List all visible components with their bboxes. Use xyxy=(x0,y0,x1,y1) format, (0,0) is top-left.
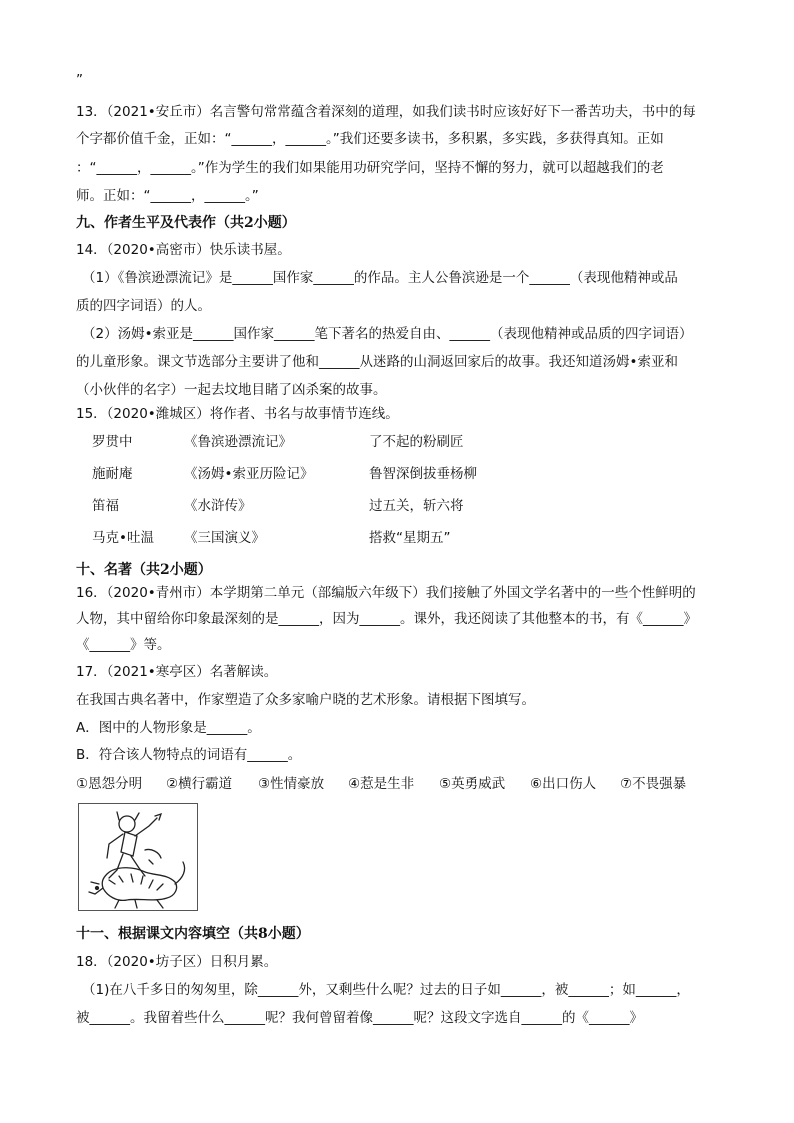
q18-line1: （1)在八千多日的匆匆里，除______外，又剩些什么呢？过去的日子如______，被______；如______， xyxy=(82,982,690,998)
q13-line4: 师。正如：“______，______。” xyxy=(76,188,259,204)
q14-title: 14．（2020•高密市）快乐读书屋。 xyxy=(76,242,291,258)
book-title: 《三国演义》 xyxy=(184,530,265,546)
option-item: ⑤英勇威武 xyxy=(439,776,506,792)
tiger-fight-drawing xyxy=(79,804,197,910)
q17-part-b: B．符合该人物特点的词语有______。 xyxy=(76,747,302,763)
q13-line2: 个字都价值千金，正如：“______，______。”我们还要多读书，多积累，多实践，多获得真知。正如 xyxy=(76,131,664,147)
q13-line1: 13．（2021•安丘市）名言警句常常蕴含着深刻的道理，如我们读书时应该好好下一番苦功夫，书中的每 xyxy=(76,104,696,120)
q14-line2: 质的四字词语）的人。 xyxy=(76,298,211,314)
option-item: ②横行霸道 xyxy=(166,776,233,792)
q16-line3: 《______》等。 xyxy=(76,637,171,653)
q16-line1: 16．（2020•青州市）本学期第二单元（部编版六年级下）我们接触了外国文学名著中的一些个性鲜明的 xyxy=(76,585,696,601)
q13-line3: ：“______，______。”作为学生的我们如果能用功研究学问，坚持不懈的努力，就可以超越我们的老 xyxy=(76,160,664,176)
option-item: ⑦不畏强暴 xyxy=(620,776,687,792)
option-item: ③性情豪放 xyxy=(258,776,325,792)
section-10-heading: 十、名著（共2小题） xyxy=(76,562,212,578)
q17-part-a: A．图中的人物形象是______。 xyxy=(76,720,261,736)
q14-line3: （2）汤姆•索亚是______国作家______笔下著名的热爱自由、______（表现他精神或品质的四字词语） xyxy=(82,326,693,342)
plot-text: 搭救“星期五” xyxy=(369,530,451,546)
top-quote: ” xyxy=(76,72,83,88)
q14-line4: 的儿童形象。课文节选部分主要讲了他和______从迷路的山洞返回家后的故事。我还知道汤姆•索亚和 xyxy=(76,354,678,370)
q18-title: 18．（2020•坊子区）日积月累。 xyxy=(76,954,278,970)
option-item: ⑥出口伤人 xyxy=(530,776,597,792)
book-title: 《鲁滨逊漂流记》 xyxy=(184,434,292,450)
q14-line5: （小伙伴的名字）一起去坟地目睹了凶杀案的故事。 xyxy=(76,382,387,398)
author-name: 马克•吐温 xyxy=(92,530,154,546)
author-name: 施耐庵 xyxy=(92,466,133,482)
option-item: ①恩怨分明 xyxy=(76,776,143,792)
plot-text: 鲁智深倒拔垂杨柳 xyxy=(369,466,477,482)
plot-text: 过五关，斩六将 xyxy=(369,498,464,514)
option-item: ④惹是生非 xyxy=(348,776,415,792)
author-name: 笛福 xyxy=(92,498,119,514)
wu-song-tiger-illustration xyxy=(78,803,198,911)
plot-text: 了不起的粉刷匠 xyxy=(369,434,464,450)
book-title: 《汤姆•索亚历险记》 xyxy=(184,466,314,482)
section-9-heading: 九、作者生平及代表作（共2小题） xyxy=(76,215,296,231)
author-name: 罗贯中 xyxy=(92,434,133,450)
q14-line1: （1）《鲁滨逊漂流记》是______国作家______的作品。主人公鲁滨逊是一个______（表现他精神或品 xyxy=(82,270,678,286)
q17-title: 17．（2021•寒亭区）名著解读。 xyxy=(76,664,278,680)
section-11-heading: 十一、根据课文内容填空（共8小题） xyxy=(76,926,310,942)
book-title: 《水浒传》 xyxy=(184,498,252,514)
q17-intro: 在我国古典名著中，作家塑造了众多家喻户晓的艺术形象。请根据下图填写。 xyxy=(76,692,535,708)
q18-line2: 被______。我留着些什么______呢？我何曾留着像______呢？这段文字选自______的《______》 xyxy=(76,1010,643,1026)
q15-title: 15．（2020•潍城区）将作者、书名与故事情节连线。 xyxy=(76,406,399,422)
q16-line2: 人物，其中留给你印象最深刻的是______，因为______。课外，我还阅读了其他整本的书，有《______》 xyxy=(76,611,697,627)
